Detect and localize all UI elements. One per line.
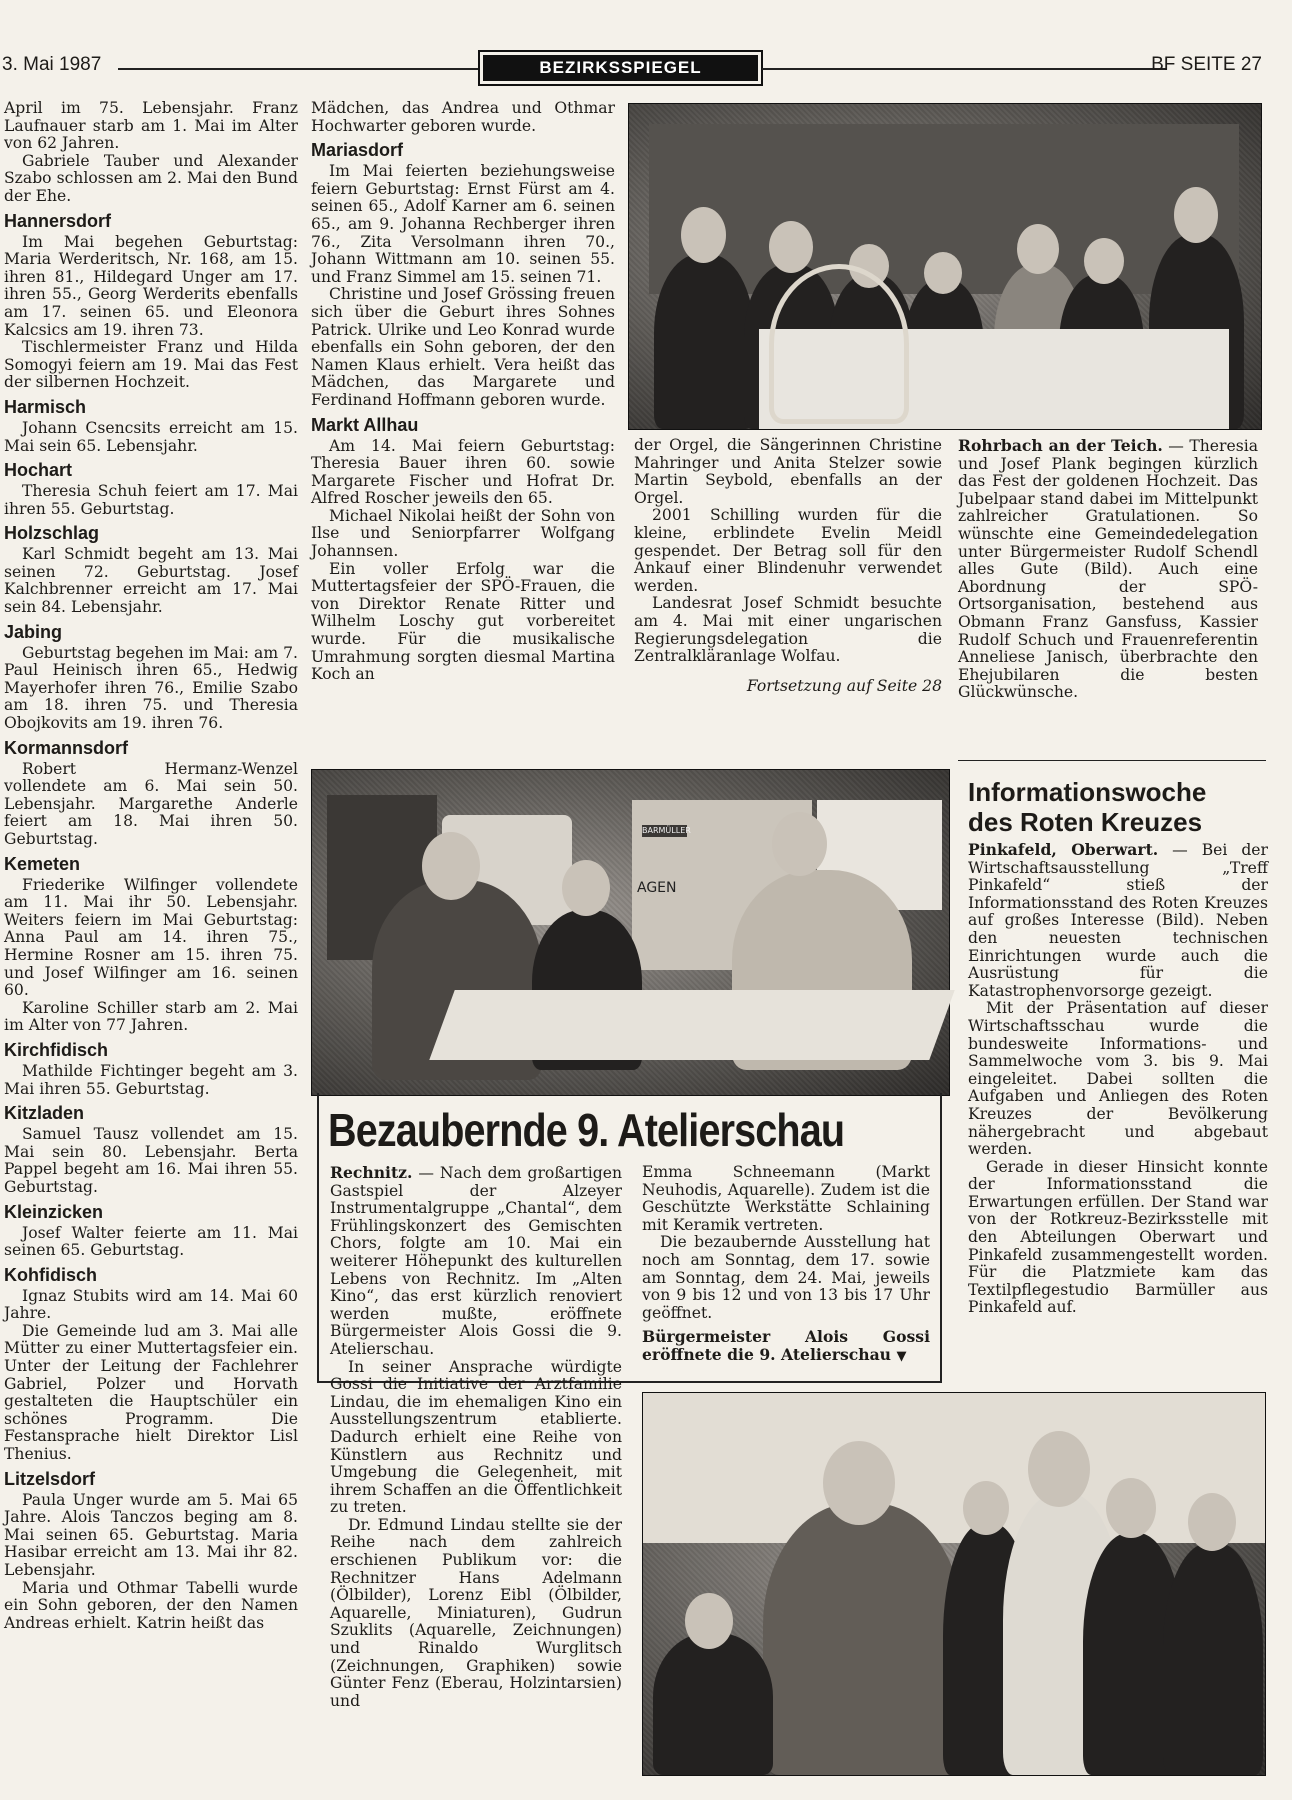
caption-dash: —	[1162, 437, 1190, 455]
col1-para-2-0: Theresia Schuh feiert am 17. Mai ihren 55. Geburtstag.	[4, 482, 298, 518]
atelier-dash: —	[412, 1164, 440, 1182]
atelier-place: Rechnitz.	[330, 1163, 413, 1182]
atelier-caption-text: Bürgermeister Alois Gossi eröffnete die 9. Atelierschau	[642, 1327, 930, 1364]
continuation-note: Fortsetzung auf Seite 28	[746, 676, 942, 695]
red-cross-para-2: Mit der Präsentation auf dieser Wirtschaftsschau wurde die bundesweite Informations- und Sammelwoche vom 3. bis 9. Mai eingeleitet. Dabei sollten die Aufgaben und Anliegen des Roten Kreuzes der Bevölkerung nähergebracht und abgebaut werden.	[968, 999, 1268, 1159]
column-community-news-1	[4, 100, 298, 1632]
atelier-para-5: Die bezaubernde Ausstellung hat noch am Sonntag, dem 17. sowie am Sonntag, dem 24. Mai, jeweils von 9 bis 12 und von 13 bis 17 Uhr geöffnet.	[642, 1233, 930, 1322]
col1-para-7-0: Mathilde Fichtinger begeht am 3. Mai ihren 55. Geburtstag.	[4, 1061, 298, 1098]
col1-para-6-1: Karoline Schiller starb am 2. Mai im Alter von 77 Jahren.	[4, 998, 298, 1035]
col2-heading-0: Mariasdorf	[311, 140, 404, 161]
caption-text: Theresia und Josef Plank begingen kürzlich das Fest der goldenen Hochzeit. Das Jubelpaar stand dabei im Mittelpunkt zahlreicher Gratulationen. So wünschte eine Gemeindedelegation unter Bürgermeister Rudolf Schendl alles Gute (Bild). Auch eine Abordnung der SPÖ-Ortsorganisation, bestehend aus Obmann Franz Gansfuss, Kassier Rudolf Schuch und Frauenreferentin Anneliese Janisch, überbrachte den Ehejubilaren die besten Glückwünsche.	[958, 437, 1258, 702]
col1-heading-6: Kemeten	[4, 853, 81, 874]
col1-heading-8: Kitzladen	[4, 1103, 85, 1124]
col1-para-6-0: Friederike Wilfinger vollendete am 11. Mai ihr 50. Lebensjahr. Weiters feiern im Mai Geburtstag: Anna Paul am 14. ihren 75., Hermine Rosner am 15. ihren 75. und Josef Wilfinger am 16. seinen 60.	[4, 875, 298, 1000]
header-rule-left	[118, 68, 478, 70]
red-cross-article	[968, 777, 1268, 1317]
col1-intro: April im 75. Lebensjahr. Franz Laufnauer starb am 1. Mai im Alter von 62 Jahren.	[4, 99, 298, 153]
atelier-para-3: Dr. Edmund Lindau stellte sie der Reihe nach dem zahlreich erschienen Publikum vor: die Rechnitzer Hans Adelmann (Ölbilder), Lorenz Eibl (Ölbilder, Aquarelle, Miniaturen), Gudrun Szuklits (Aquarelle, Zeichnungen) und Rinaldo Wurglitsch (Zeichnungen, Graphiken) sowie Günter Fenz (Eberau, Holzintarsien) und	[330, 1515, 622, 1710]
col1-sections	[4, 210, 298, 1633]
divider-line	[958, 760, 1266, 761]
red-cross-dash: —	[1158, 841, 1202, 859]
col1-heading-11: Litzelsdorf	[4, 1468, 96, 1489]
red-cross-para-3: Gerade in dieser Hinsicht konnte der Informationsstand die Erwartungen erfüllen. Der Stand war von der Rotkreuz-Bezirksstelle mit den Abteilungen Oberwart und Pinkafeld zusammengestellt worden. Für die Platzmiete kam das Textilpflegestudio Barmüller aus Pinkafeld auf.	[968, 1157, 1268, 1317]
booth-sign-2: AGEN	[637, 880, 677, 896]
red-cross-title-2: des Roten Kreuzes	[968, 807, 1203, 837]
col3-para-2: 2001 Schilling wurden für die kleine, erblindete Evelin Meidl gespendet. Der Betrag soll für den Ankauf einer Blindenuhr verwendet werden.	[634, 506, 942, 595]
atelier-para-2: In seiner Ansprache würdigte Gossi die Initiative der Arztfamilie Lindau, die im ehemaligen Kino ein Ausstellungszentrum etablierte. Dadurch erhielt eine Reihe von Künstlern aus Rechnitz und Umgebung die Gelegenheit, mit ihrem Schaffen an die Öffentlichkeit zu treten.	[330, 1357, 622, 1517]
golden-wedding-caption	[958, 437, 1258, 702]
col1-para-3-0: Karl Schmidt begeht am 13. Mai seinen 72. Geburtstag. Josef Kalchbrenner erreicht am 17. Mai sein 84. Lebensjahr.	[4, 545, 298, 617]
col2-heading-1: Markt Allhau	[311, 414, 419, 435]
col1-para-5-0: Robert Hermanz-Wenzel vollendete am 6. Mai sein 50. Lebensjahr. Margarethe Anderle feiert am 18. Mai ihren 50. Geburtstag.	[4, 759, 298, 848]
col1-para-11-1: Maria und Othmar Tabelli wurde ein Sohn geboren, der den Namen Andreas erhielt. Katrin heißt das	[4, 1578, 298, 1632]
atelier-column-a	[330, 1164, 622, 1710]
down-arrow-icon: ▼	[896, 1348, 907, 1364]
red-cross-para-1: Bei der Wirtschaftsausstellung „Treff Pinkafeld“ stieß der Informationsstand des Roten Kreuzes auf großes Interesse (Bild). Neben den neuesten technischen Einrichtungen wurde auch die Ausrüstung für die Katastrophenvorsorge gezeigt.	[968, 841, 1268, 1000]
header-rule-right	[762, 68, 1167, 70]
col1-para-8-0: Samuel Tausz vollendet am 15. Mai sein 80. Lebensjahr. Berta Pappel begeht am 16. Mai ihren 55. Geburtstag.	[4, 1125, 298, 1196]
page-number: BF SEITE 27	[1151, 54, 1262, 75]
atelier-title: Bezaubernde 9. Atelierschau	[328, 1104, 845, 1156]
col1-para-10-1: Die Gemeinde lud am 3. Mai alle Mütter zu einer Muttertagsfeier ein. Unter der Leitung der Fachlehrer Gabriel, Polzer und Horvath gestalteten die Hauptschüler ein schönes Programm. Die Festansprache hielt Direktor Lisl Thenius.	[4, 1321, 298, 1464]
col1-para-11-0: Paula Unger wurde am 5. Mai 65 Jahre. Alois Tanczos beging am 8. Mai seinen 65. Geburtstag. Maria Hasibar erreicht am 13. Mai ihr 82. Lebensjahr.	[4, 1490, 298, 1579]
atelier-opening-photo	[642, 1392, 1266, 1776]
col1-heading-1: Harmisch	[4, 396, 87, 417]
col1-heading-10: Kohfidisch	[4, 1264, 97, 1285]
red-cross-place: Pinkafeld, Oberwart.	[968, 840, 1159, 859]
col2-para-0-0: Im Mai feierten beziehungsweise feiern Geburtstag: Ernst Fürst am 4. seinen 65., Adolf Karner am 6. seinen 65., am 9. Johanna Rechberger ihren 76., Zita Versolmann ihren 70., Johann Wittmann am 10. seinen 55. und Franz Simmel am 15. seinen 71.	[311, 162, 615, 286]
col1-heading-9: Kleinzicken	[4, 1201, 104, 1222]
atelier-para-4: Emma Schneemann (Markt Neuhodis, Aquarelle). Zudem ist die Geschützte Werkstätte Schlaining mit Keramik vertreten.	[642, 1163, 930, 1234]
col1-para-0-1: Tischlermeister Franz und Hilda Somogyi feiern am 19. Mai das Fest der silbernen Hochzeit.	[4, 338, 298, 392]
red-cross-booth-photo	[311, 769, 950, 1096]
col2-para-1-1: Michael Nikolai heißt der Sohn von Ilse und Seniorpfarrer Wolfgang Johannsen.	[311, 506, 615, 561]
col1-heading-4: Jabing	[4, 621, 63, 642]
col1-para-0-0: Im Mai begehen Geburtstag: Maria Werderitsch, Nr. 168, am 15. ihren 81., Hildegard Unger am 17. ihren 55., Georg Werderits ebenfalls am 17. seinen 65. und Eleonora Kalcsics am 19. ihren 73.	[4, 232, 298, 339]
booth-sign: BARMÜLLER	[642, 826, 691, 835]
col2-intro: Mädchen, das Andrea und Othmar Hochwarter geboren wurde.	[311, 99, 615, 135]
col1-intro-2: Gabriele Tauber und Alexander Szabo schlossen am 2. Mai den Bund der Ehe.	[4, 151, 298, 205]
issue-date: 3. Mai 1987	[2, 54, 102, 75]
red-cross-title-1: Informationswoche	[968, 777, 1207, 807]
col2-sections	[311, 139, 615, 684]
col3-para-3: Landesrat Josef Schmidt besuchte am 4. Mai mit einer ungarischen Regierungsdelegation die Zentralkläranlage Wolfau.	[634, 594, 942, 666]
atelier-para-1: Nach dem großartigen Gastspiel der Alzeyer Instrumentalgruppe „Chantal“, dem Frühlingskonzert des Gemischten Chors, folgte am 10. Mai ein weiterer Höhepunkt des kulturellen Lebens von Rechnitz. Im „Alten Kino“, das erst kürzlich renoviert werden mußte, eröffnete Bürgermeister Alois Gossi die 9. Atelierschau.	[330, 1164, 622, 1358]
col1-para-9-0: Josef Walter feierte am 11. Mai seinen 65. Geburtstag.	[4, 1223, 298, 1260]
golden-wedding-photo	[628, 103, 1262, 430]
section-banner: BEZIRKSSPIEGEL	[483, 55, 758, 81]
col1-heading-3: Holzschlag	[4, 523, 100, 544]
col3-para-1: der Orgel, die Sängerinnen Christine Mahringer und Anita Stelzer sowie Martin Seybold, ebenfalls an der Orgel.	[634, 436, 942, 507]
col2-para-1-0: Am 14. Mai feiern Geburtstag: Theresia Bauer ihren 60. sowie Margarete Fischer und Hofrat Dr. Alfred Roscher jeweils den 65.	[311, 436, 615, 508]
col1-heading-2: Hochart	[4, 460, 73, 481]
col1-para-10-0: Ignaz Stubits wird am 14. Mai 60 Jahre.	[4, 1286, 298, 1323]
col1-heading-5: Kormannsdorf	[4, 737, 129, 758]
col1-heading-7: Kirchfidisch	[4, 1039, 109, 1060]
caption-place: Rohrbach an der Teich.	[958, 436, 1163, 455]
column-community-news-2	[311, 100, 615, 684]
column-continued-news	[634, 437, 942, 695]
col1-para-4-0: Geburtstag begehen im Mai: am 7. Paul Heinisch ihren 65., Hedwig Mayerhofer ihren 76., Emilie Szabo am 18. ihren 75. und Theresia Obojkovits am 19. ihren 76.	[4, 643, 298, 733]
atelier-photo-caption	[642, 1328, 930, 1365]
col2-para-0-1: Christine und Josef Grössing freuen sich über die Geburt ihres Sohnes Patrick. Ulrike und Leo Konrad wurde ebenfalls ein Sohn geboren, der den Namen Klaus erhielt. Vera heißt das Mädchen, das Margarete und Ferdinand Hoffmann geboren wurde.	[311, 285, 615, 409]
col1-heading-0: Hannersdorf	[4, 210, 112, 231]
col2-para-1-2: Ein voller Erfolg war die Muttertagsfeier der SPÖ-Frauen, die von Direktor Renate Ritter und Wilhelm Loschy gut vorbereitet wurde. Für die musikalische Umrahmung sorgten diesmal Martina Koch an	[311, 559, 615, 684]
atelier-column-b	[642, 1164, 930, 1366]
col1-para-1-0: Johann Csencsits erreicht am 15. Mai sein 65. Lebensjahr.	[4, 418, 298, 455]
